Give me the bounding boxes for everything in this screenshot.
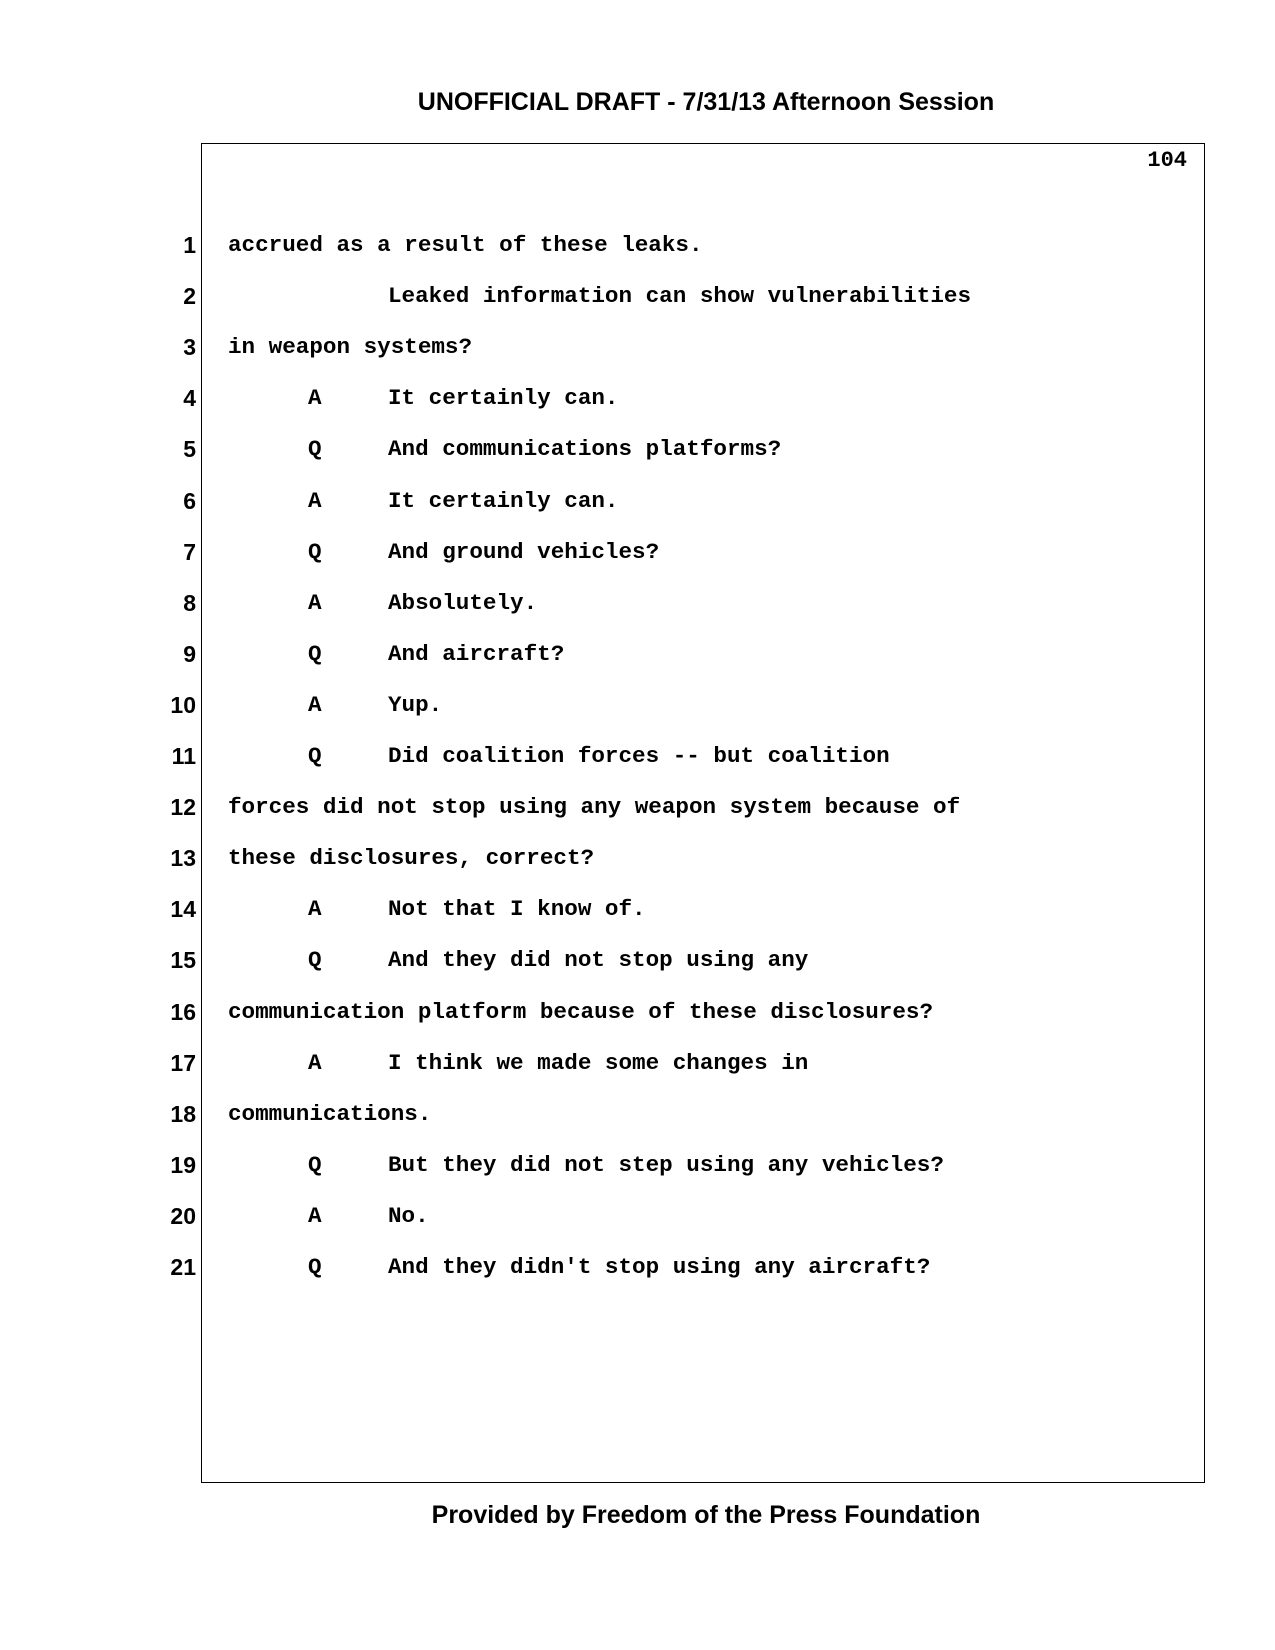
line-text: No. xyxy=(388,1202,429,1229)
line-text: these disclosures, correct? xyxy=(228,845,595,872)
line-number: 12 xyxy=(170,794,196,821)
line-number: 1 xyxy=(183,232,196,258)
page-number: 104 xyxy=(1147,148,1187,173)
speaker-label: Q xyxy=(308,1254,322,1280)
line-text: And they didn't stop using any aircraft? xyxy=(388,1254,931,1280)
line-number: 21 xyxy=(170,1254,196,1280)
line-number: 18 xyxy=(170,1100,196,1127)
speaker-label: A xyxy=(308,691,322,718)
transcript-line xyxy=(0,831,1275,883)
line-number: 17 xyxy=(170,1049,196,1076)
transcript-line xyxy=(0,627,1275,679)
line-number: 19 xyxy=(170,1151,196,1178)
speaker-label: Q xyxy=(308,743,322,769)
speaker-label: Q xyxy=(308,640,322,667)
line-number: 8 xyxy=(183,589,196,616)
line-number: 5 xyxy=(183,436,196,463)
line-number: 3 xyxy=(183,334,196,361)
line-text: It certainly can. xyxy=(388,385,619,412)
line-number: 14 xyxy=(170,896,196,923)
speaker-label: A xyxy=(308,589,322,616)
transcript-line xyxy=(0,1240,1275,1292)
speaker-label: A xyxy=(308,1049,322,1076)
line-text: in weapon systems? xyxy=(228,334,473,361)
transcript-line xyxy=(0,1189,1275,1241)
line-text: Yup. xyxy=(388,691,443,718)
line-number: 4 xyxy=(183,385,196,412)
transcript-line xyxy=(0,218,1275,270)
line-text: communications. xyxy=(228,1100,432,1127)
line-number: 2 xyxy=(183,283,196,310)
line-text: But they did not step using any vehicles? xyxy=(388,1151,944,1178)
line-text: forces did not stop using any weapon system because of xyxy=(228,794,961,821)
transcript-line xyxy=(0,1036,1275,1088)
transcript-line xyxy=(0,1087,1275,1139)
line-text: And they did not stop using any xyxy=(388,947,809,974)
line-text: It certainly can. xyxy=(388,487,619,514)
transcript-line xyxy=(0,474,1275,526)
transcript-line xyxy=(0,933,1275,985)
speaker-label: A xyxy=(308,487,322,514)
line-number: 6 xyxy=(183,487,196,514)
transcript-line xyxy=(0,780,1275,832)
transcript-line xyxy=(0,320,1275,372)
transcript-line xyxy=(0,525,1275,577)
line-text: And communications platforms? xyxy=(388,436,782,463)
line-text: Not that I know of. xyxy=(388,896,646,923)
line-text: communication platform because of these disclosures? xyxy=(228,998,934,1025)
transcript-line xyxy=(0,576,1275,628)
line-number: 10 xyxy=(170,691,196,718)
speaker-label: Q xyxy=(308,538,322,565)
transcript-line xyxy=(0,882,1275,934)
transcript-line xyxy=(0,985,1275,1037)
transcript-line xyxy=(0,1138,1275,1190)
line-text: Absolutely. xyxy=(388,589,538,616)
speaker-label: Q xyxy=(308,947,322,974)
line-number: 13 xyxy=(170,845,196,872)
transcript-line xyxy=(0,269,1275,321)
line-text: Leaked information can show vulnerabilities xyxy=(388,283,972,310)
transcript-line xyxy=(0,729,1275,781)
page-footer: Provided by Freedom of the Press Foundation xyxy=(431,1501,981,1529)
speaker-label: Q xyxy=(308,1151,322,1178)
speaker-label: A xyxy=(308,896,322,923)
speaker-label: A xyxy=(308,385,322,412)
line-number: 15 xyxy=(170,947,196,974)
speaker-label: A xyxy=(308,1202,322,1229)
line-text: And ground vehicles? xyxy=(388,538,660,565)
transcript-line xyxy=(0,678,1275,730)
line-text: Did coalition forces -- but coalition xyxy=(388,743,890,769)
transcript-line xyxy=(0,371,1275,423)
line-text: I think we made some changes in xyxy=(388,1049,809,1076)
line-number: 7 xyxy=(183,538,196,565)
transcript-line xyxy=(0,422,1275,474)
line-number: 20 xyxy=(170,1202,196,1229)
line-text: And aircraft? xyxy=(388,640,565,667)
speaker-label: Q xyxy=(308,436,322,463)
line-number: 16 xyxy=(170,998,196,1025)
line-text: accrued as a result of these leaks. xyxy=(228,232,703,258)
page-header-title: UNOFFICIAL DRAFT - 7/31/13 Afternoon Session xyxy=(417,88,995,116)
line-number: 9 xyxy=(183,640,196,667)
line-number: 11 xyxy=(171,743,196,769)
